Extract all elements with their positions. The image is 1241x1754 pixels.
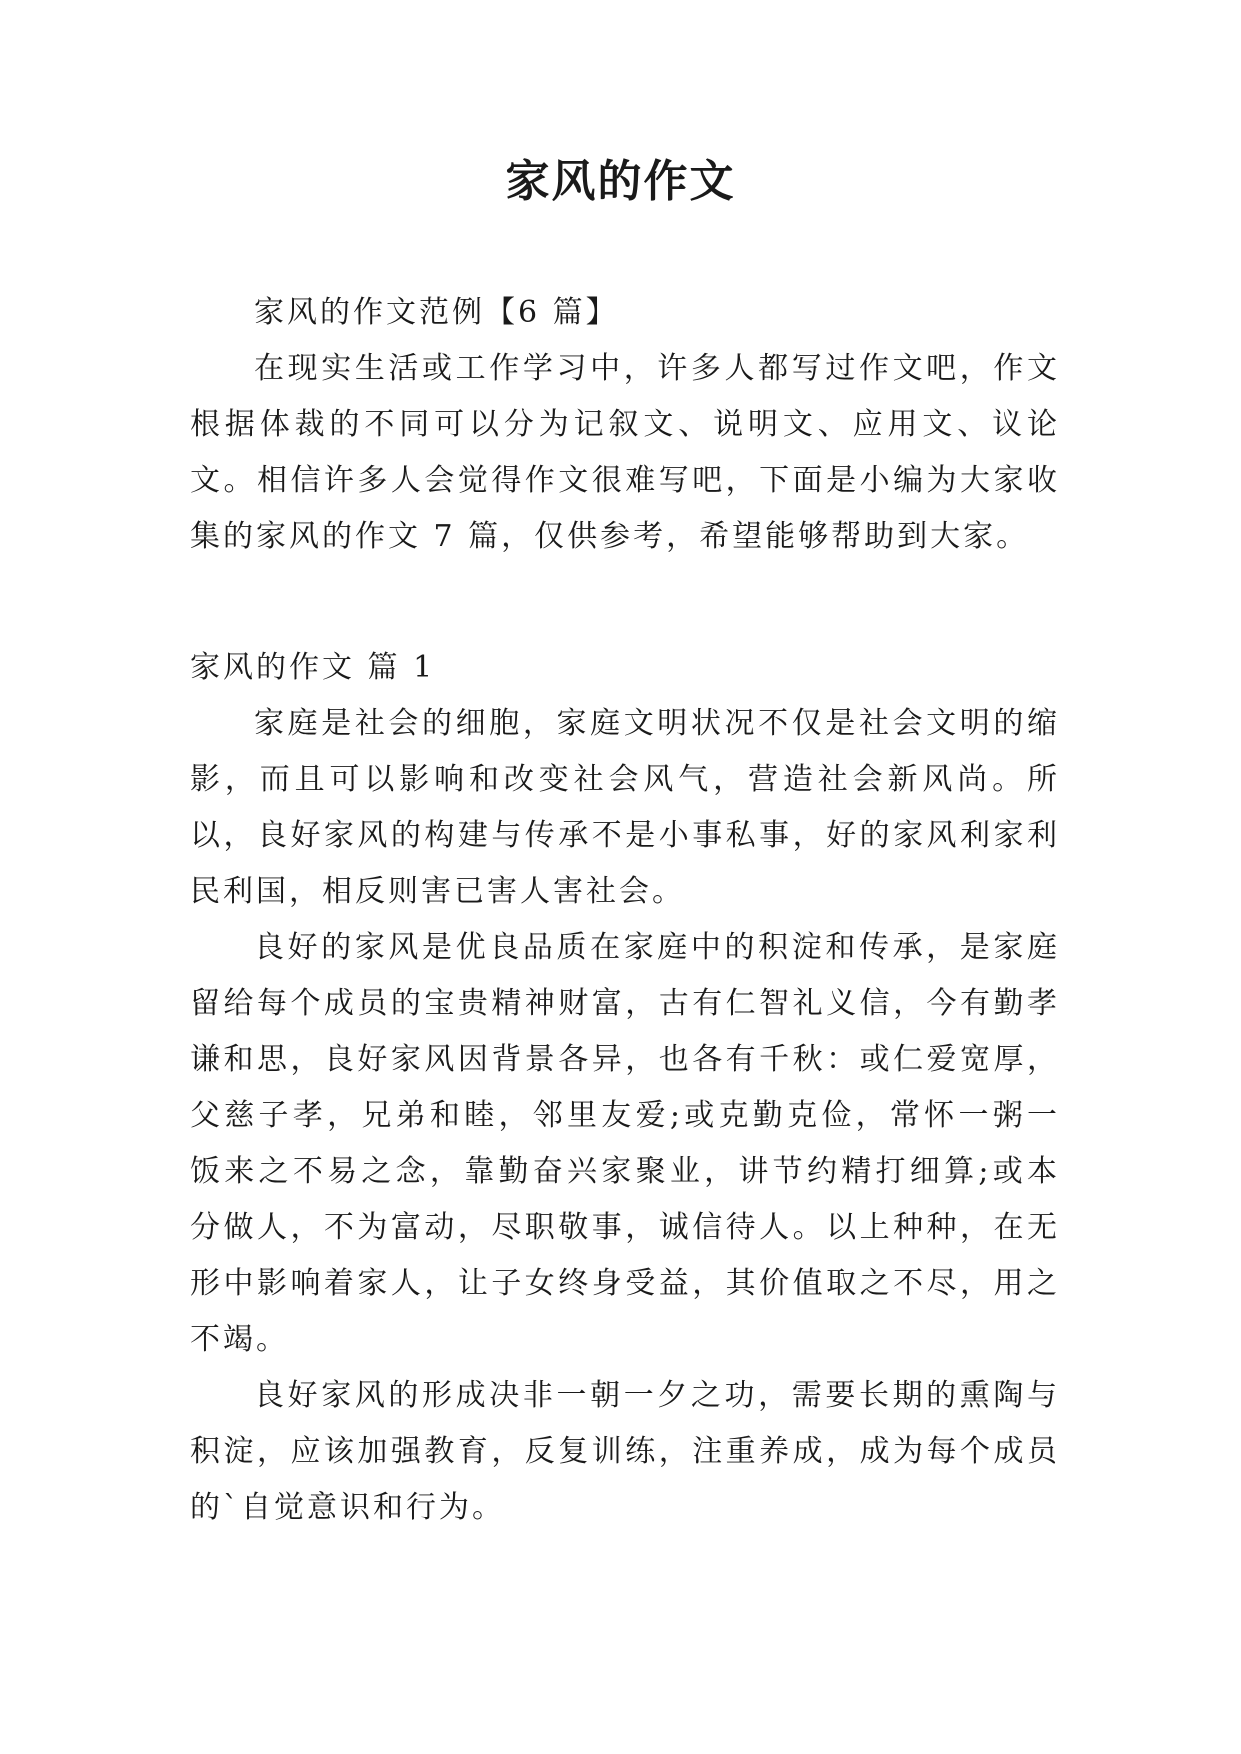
section-paragraph-2: 良好的家风是优良品质在家庭中的积淀和传承，是家庭留给每个成员的宝贵精神财富，古有仁智礼义信，今有勤孝谦和思，良好家风因背景各异，也各有千秋：或仁爱宽厚，父慈子孝，兄弟和睦，邻里友爱;或克勤克俭，常怀一粥一饭来之不易之念，靠勤奋兴家聚业，讲节约精打细算;或本分做人，不为富动，尽职敬事，诚信待人。以上种种，在无形中影响着家人，让子女终身受益，其价值取之不尽，用之不竭。 <box>190 930 1060 1357</box>
section-1 <box>190 640 1060 1536</box>
document-title: 家风的作文 <box>505 156 736 207</box>
intro-block <box>190 285 1060 565</box>
section-heading: 家风的作文 篇 1 <box>190 650 436 685</box>
section-paragraph-3: 良好家风的形成决非一朝一夕之功，需要长期的熏陶与积淀，应该加强教育，反复训练，注重养成，成为每个成员的`自觉意识和行为。 <box>190 1378 1060 1525</box>
intro-paragraph: 在现实生活或工作学习中，许多人都写过作文吧，作文根据体裁的不同可以分为记叙文、说明文、应用文、议论文。相信许多人会觉得作文很难写吧，下面是小编为大家收集的家风的作文 7 篇，仅供参考，希望能够帮助到大家。 <box>190 351 1060 554</box>
section-paragraph-1: 家庭是社会的细胞，家庭文明状况不仅是社会文明的缩影，而且可以影响和改变社会风气，营造社会新风尚。所以，良好家风的构建与传承不是小事私事，好的家风利家利民利国，相反则害已害人害社会。 <box>190 706 1060 909</box>
document-subtitle: 家风的作文范例【6 篇】 <box>254 295 619 330</box>
